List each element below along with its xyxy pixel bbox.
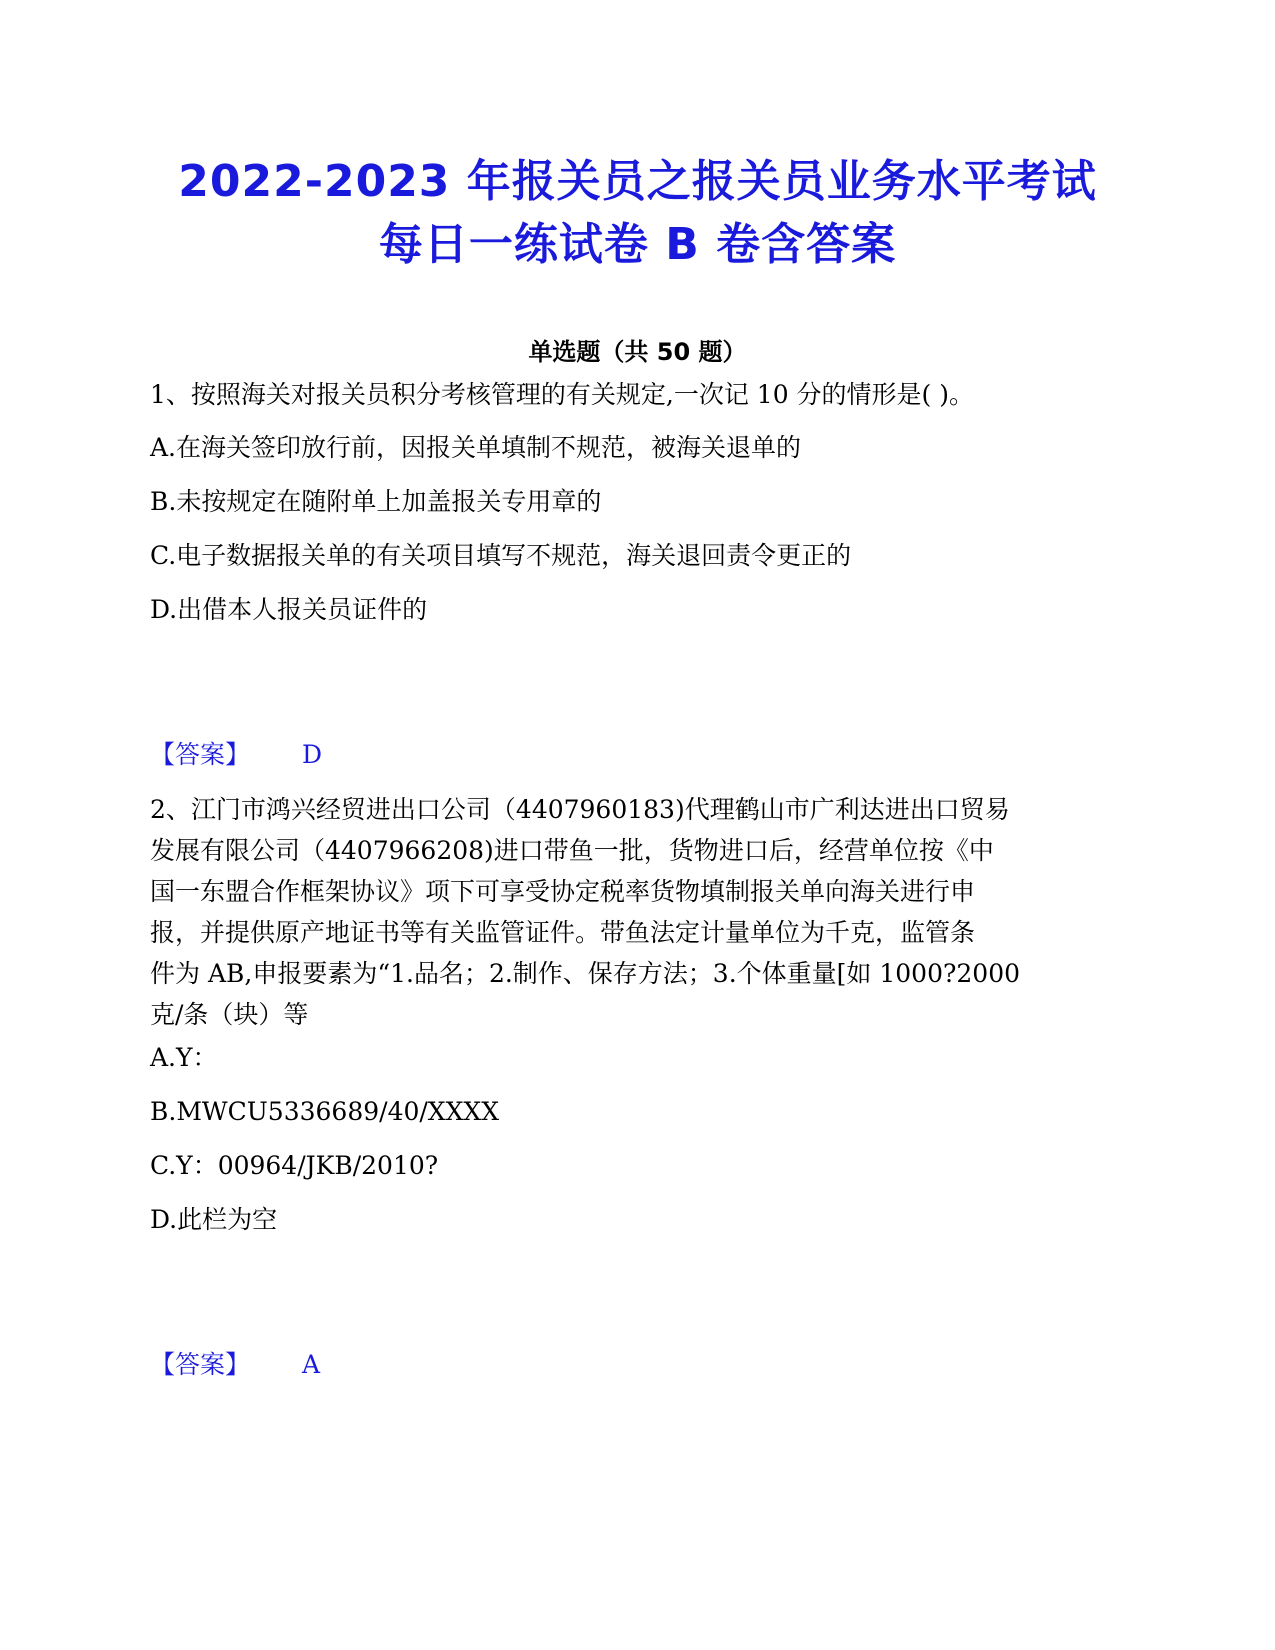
- answer-value: A: [302, 1350, 321, 1379]
- question-2-stem: [150, 789, 1140, 1035]
- question-2-stem-line: 2、江门市鸿兴经贸进出口公司（4407960183)代理鹤山市广利达进出口贸易: [150, 795, 1010, 824]
- document-title-line-2: 每日一练试卷 B 卷含答案: [378, 219, 897, 270]
- question-2-stem-line: 件为 AB,申报要素为“1.品名；2.制作、保存方法；3.个体重量[如 1000?2000: [150, 959, 1021, 988]
- question-2-stem-line: 报，并提供原产地证书等有关监管证件。带鱼法定计量单位为千克，监管条: [150, 918, 976, 947]
- question-1-option-c: C.电子数据报关单的有关项目填写不规范，海关退回责令更正的: [150, 541, 852, 570]
- question-1-option-a: A.在海关签印放行前，因报关单填制不规范，被海关退单的: [150, 433, 802, 462]
- question-2-option-d: D.此栏为空: [150, 1205, 278, 1234]
- question-2-stem-line: 国一东盟合作框架协议》项下可享受协定税率货物填制报关单向海关进行申: [150, 877, 976, 906]
- question-2-stem-line: 发展有限公司（4407966208)进口带鱼一批，货物进口后，经营单位按《中: [150, 836, 994, 865]
- question-2-option-c: C.Y：00964/JKB/2010?: [150, 1151, 439, 1180]
- question-1-answer: [150, 735, 322, 775]
- section-heading: 单选题（共 50 题）: [528, 338, 747, 366]
- question-2-stem-line: 克/条（块）等: [150, 1000, 309, 1029]
- question-1-stem: 1、按照海关对报关员积分考核管理的有关规定,一次记 10 分的情形是( )。: [150, 380, 975, 409]
- question-2-answer: [150, 1345, 320, 1385]
- answer-value: D: [302, 740, 323, 769]
- question-1-option-b: B.未按规定在随附单上加盖报关专用章的: [150, 487, 602, 516]
- question-1-option-d: D.出借本人报关员证件的: [150, 595, 428, 624]
- question-2-option-b: B.MWCU5336689/40/XXXX: [150, 1097, 499, 1126]
- answer-label: 【答案】: [150, 1350, 251, 1379]
- answer-label: 【答案】: [150, 740, 251, 769]
- question-2-option-a: A.Y：: [150, 1043, 218, 1072]
- document-title-line-1: 2022-2023 年报关员之报关员业务水平考试: [178, 156, 1097, 207]
